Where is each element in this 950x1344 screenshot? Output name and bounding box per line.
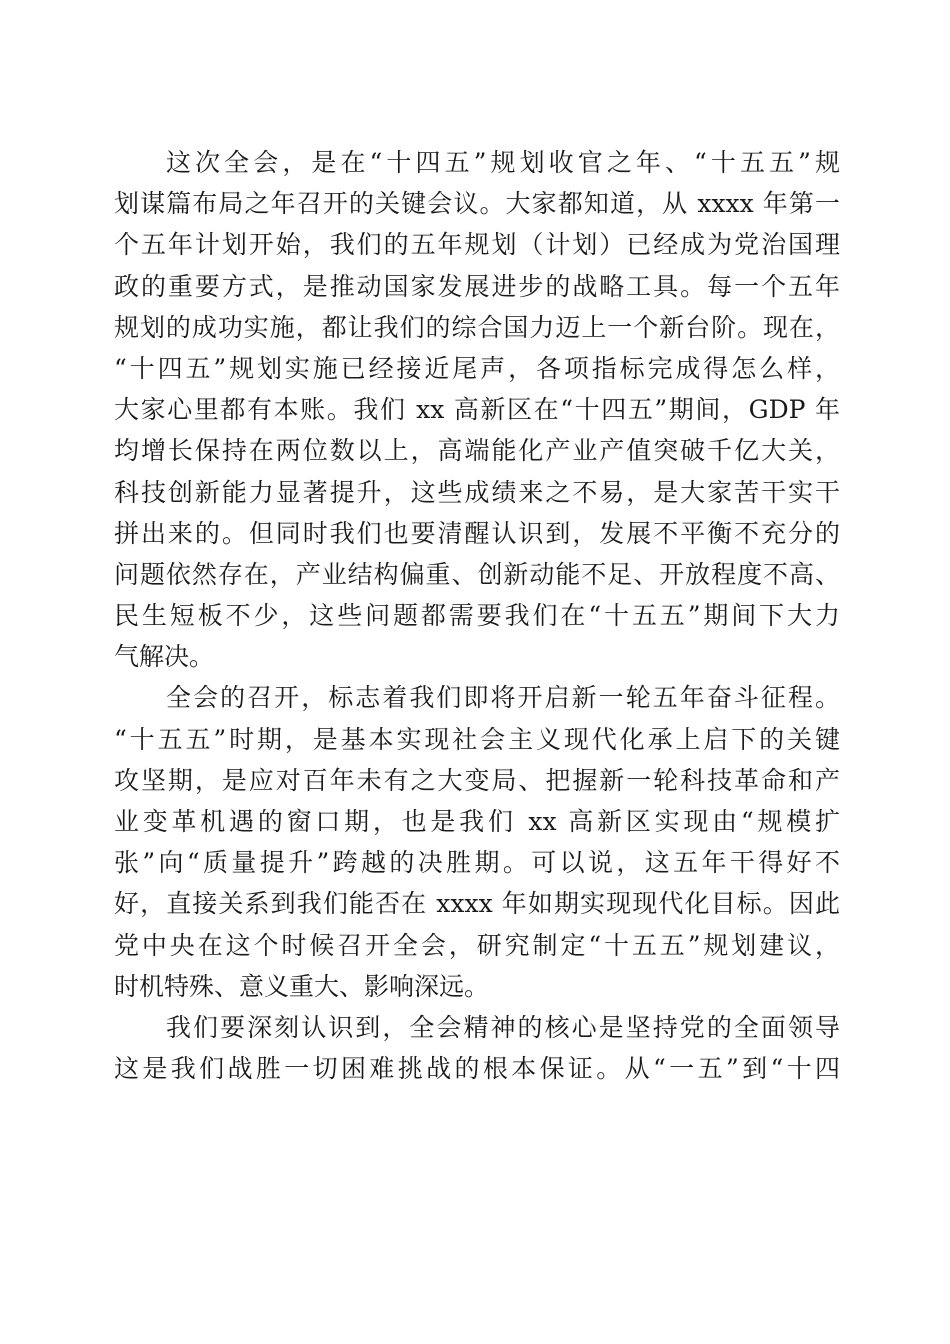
text-line: 业变革机遇的窗口期，也是我们 xx 高新区实现由“规模扩	[114, 807, 840, 836]
document-body	[114, 142, 840, 1089]
text-line: 攻坚期，是应对百年未有之大变局、把握新一轮科技革命和产	[114, 765, 840, 795]
text-line: 这次全会，是在“十四五”规划收官之年、“十五五”规	[166, 148, 840, 177]
text-line: 我们要深刻认识到，全会精神的核心是坚持党的全面领导	[166, 1012, 840, 1042]
text-line: 划谋篇布局之年召开的关键会议。大家都知道，从 xxxx 年第一	[114, 189, 840, 219]
text-line: “十四五”规划实施已经接近尾声，各项指标完成得怎么样，	[114, 353, 840, 383]
text-line: 规划的成功实施，都让我们的综合国力迈上一个新台阶。现在，	[114, 312, 840, 342]
text-line: 好，直接关系到我们能否在 xxxx 年如期实现现代化目标。因此	[114, 889, 840, 919]
text-line: 个五年计划开始，我们的五年规划（计划）已经成为党治国理	[114, 230, 840, 260]
text-line: 时机特殊、意义重大、影响深远。	[114, 971, 490, 1001]
text-line: 拼出来的。但同时我们也要清醒认识到，发展不平衡不充分的	[114, 518, 840, 548]
text-line: 民生短板不少，这些问题都需要我们在“十五五”期间下大力	[114, 601, 840, 631]
text-line: 均增长保持在两位数以上，高端能化产业产值突破千亿大关，	[114, 436, 840, 466]
text-line: 这是我们战胜一切困难挑战的根本保证。从“一五”到“十四	[114, 1054, 840, 1084]
text-line: 政的重要方式，是推动国家发展进步的战略工具。每一个五年	[114, 271, 840, 301]
text-line: 科技创新能力显著提升，这些成绩来之不易，是大家苦干实干	[114, 477, 840, 507]
text-line: 张”向“质量提升”跨越的决胜期。可以说，这五年干得好不	[114, 848, 840, 878]
text-line: 全会的召开，标志着我们即将开启新一轮五年奋斗征程。	[166, 683, 840, 713]
text-line: 问题依然存在，产业结构偏重、创新动能不足、开放程度不高、	[114, 559, 840, 589]
text-line: “十五五”时期，是基本实现社会主义现代化承上启下的关键	[114, 724, 840, 754]
text-line: 大家心里都有本账。我们 xx 高新区在“十四五”期间，GDP 年	[114, 395, 840, 425]
text-line: 气解决。	[114, 642, 215, 672]
text-line: 党中央在这个时候召开全会，研究制定“十五五”规划建议，	[114, 930, 840, 960]
